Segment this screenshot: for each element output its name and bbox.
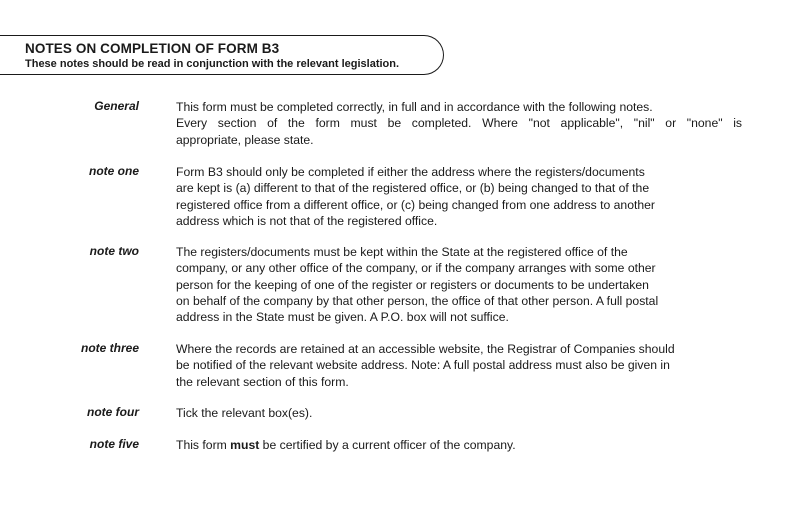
note-label: note one xyxy=(89,164,139,178)
note-label: note five xyxy=(89,437,139,451)
note-text xyxy=(176,244,742,325)
note-text xyxy=(176,99,742,148)
note-line: person for the keeping of one of the register or registers or documents to be undertaken xyxy=(176,277,649,292)
note-label: General xyxy=(94,99,139,113)
note-line: Form B3 should only be completed if either the address where the registers/documents xyxy=(176,165,645,179)
note-line: are kept is (a) different to that of the registered office, or (b) being changed to that of the xyxy=(176,181,650,196)
note-line: address which is not that of the registered office. xyxy=(176,213,438,228)
note-text xyxy=(176,341,742,390)
note-label: note three xyxy=(80,341,139,355)
note-line: registered office from a different office, or (c) being changed from one address to another xyxy=(176,197,655,212)
note-label: note two xyxy=(89,244,139,258)
note-line: This form must be completed correctly, in full and in accordance with the following notes. xyxy=(176,100,653,114)
note-line: Tick the relevant box(es). xyxy=(176,406,313,420)
note-line: Every section of the form must be completed. Where "not applicable", "nil" or "none" is xyxy=(176,116,742,131)
note-text-after: be certified by a current officer of the company. xyxy=(259,438,516,452)
note-text-before: This form xyxy=(176,438,231,452)
note-label: note four xyxy=(87,405,139,419)
note-line: company, or any other office of the company, or if the company arranges with some other xyxy=(176,261,656,276)
page-subtitle: These notes should be read in conjunction with the relevant legislation. xyxy=(25,58,400,70)
note-line: Where the records are retained at an accessible website, the Registrar of Companies should xyxy=(176,342,675,356)
emphasis-text: must xyxy=(230,438,260,452)
note-text xyxy=(176,437,742,453)
page-title: NOTES ON COMPLETION OF FORM B3 xyxy=(25,41,280,56)
note-text xyxy=(176,164,742,229)
note-line: be notified of the relevant website address. Note: A full postal address must also be given in xyxy=(176,358,670,373)
note-line: the relevant section of this form. xyxy=(176,374,349,389)
note-line: on behalf of the company by that other person, the office of that other person. A full postal xyxy=(176,293,659,308)
note-line: appropriate, please state. xyxy=(176,132,314,147)
note-line: address in the State must be given. A P.O. box will not suffice. xyxy=(176,310,509,325)
note-line: The registers/documents must be kept within the State at the registered office of the xyxy=(176,245,628,259)
note-line xyxy=(176,437,742,453)
note-text xyxy=(176,405,742,421)
